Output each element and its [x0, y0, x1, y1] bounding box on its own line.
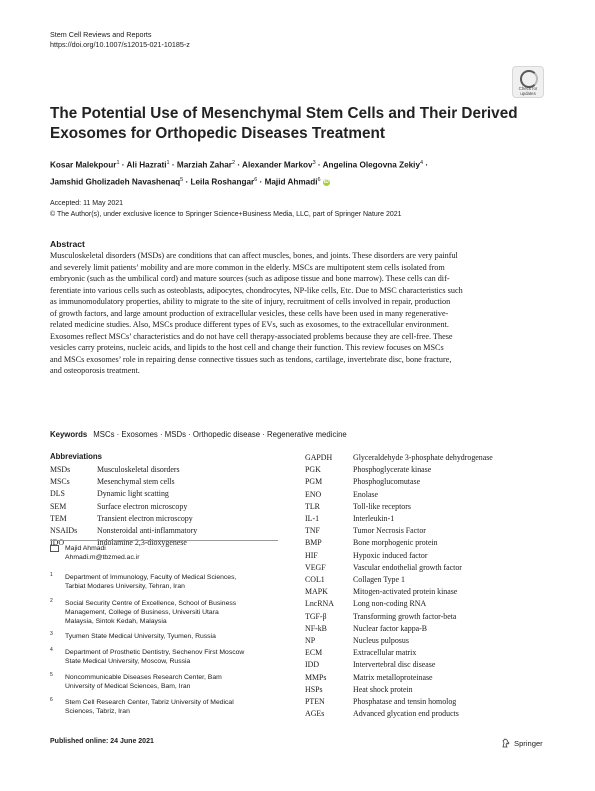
affiliation-text	[65, 698, 285, 716]
abbreviation-definition: Nuclear factor kappa-B	[353, 623, 428, 633]
doi-link[interactable]: https://doi.org/10.1007/s12015-021-10185-z	[50, 40, 190, 49]
keywords	[50, 430, 347, 439]
author-name[interactable]: Majid Ahmadi	[264, 177, 318, 187]
affiliation-line: Social Security Centre of Excellence, School of Business	[65, 600, 237, 607]
abbreviation-term: MMPs	[305, 672, 327, 682]
abbreviation-term: PGM	[305, 477, 323, 487]
abbreviation-definition: Bone morphogenic protein	[353, 538, 438, 548]
affiliation-marker: 5	[180, 176, 184, 183]
separator: ·	[425, 160, 429, 170]
abbreviation-definition: Transforming growth factor-beta	[353, 611, 457, 621]
abbreviation-definition: Indolamine 2,3-dioxygenese	[97, 538, 187, 548]
affiliation-marker: 3	[312, 160, 316, 166]
abbreviation-term: TEM	[50, 513, 67, 523]
abbreviation-definition: Enolase	[353, 489, 378, 499]
abbreviation-row	[305, 452, 493, 464]
abstract-line: as immunomodulatory properties, ability to migrate to the site of injury, recruitment of cells involved in repair, production	[50, 297, 451, 306]
abbreviation-row	[305, 501, 493, 513]
abbreviation-row	[50, 488, 197, 500]
abbreviation-definition: Phosphatase and tensin homolog	[353, 697, 457, 707]
abbreviation-term: TGF-β	[305, 611, 327, 621]
abbreviation-term: SEM	[50, 501, 67, 511]
affiliation-marker: 2	[231, 160, 236, 166]
abstract-line: ferentiate into various cells such as osteoblasts, adipocytes, chondrocytes, NP-like cells, Etc. Due to MSC characteristics such	[50, 285, 463, 295]
affiliation-line: Stem Cell Research Center, Tabriz University of Medical	[65, 699, 234, 706]
abstract-line: and osteoporosis treatment.	[50, 366, 140, 375]
abstract-line: Musculoskeletal disorders (MSDs) are conditions that can affect muscles, bones, and joints. These disorders are very painful	[50, 251, 458, 260]
affiliation-number: 1	[50, 572, 53, 578]
abbreviation-row	[305, 464, 493, 476]
affiliation-line: Sciences, Tabriz, Iran	[65, 708, 130, 715]
abstract-heading: Abstract	[50, 239, 85, 249]
abbreviation-row	[50, 501, 197, 513]
abstract-line: related medicine studies. Also, MSCs produce different types of EVs, such as exosomes, to the extracellular environment.	[50, 320, 449, 329]
separator: ·	[317, 160, 321, 170]
corresponding-name: Majid Ahmadi	[65, 545, 106, 552]
springer-horse-icon	[501, 738, 511, 748]
abbreviation-definition: Extracellular matrix	[353, 648, 417, 658]
abbreviation-term: LncRNA	[305, 599, 334, 609]
abbreviation-definition: Mitogen-activated protein kinase	[353, 587, 458, 597]
abbreviation-definition: Musculoskeletal disorders	[97, 465, 180, 474]
abbreviation-term: IL-1	[305, 514, 320, 524]
abbreviations-heading: Abbreviations	[50, 452, 102, 461]
affiliation-line: Noncommunicable Diseases Research Center, Bam	[65, 674, 222, 681]
abbreviation-row	[305, 537, 493, 549]
abbreviation-definition: Hypoxic induced factor	[353, 550, 428, 560]
keywords-list: MSCs · Exosomes · MSDs · Orthopedic disease · Regenerative medicine	[93, 430, 347, 439]
abbreviation-definition: Tumor Necrosis Factor	[353, 526, 426, 536]
author-name[interactable]: Alexander Markov	[242, 160, 313, 170]
envelope-icon	[50, 545, 59, 552]
affiliation-line: Management, College of Business, Universiti Utara	[65, 609, 219, 616]
abbreviation-definition: Surface electron microscopy	[97, 501, 188, 511]
corresponding-author	[50, 544, 140, 561]
affiliation-marker: 6	[254, 176, 258, 183]
affiliation-text	[65, 673, 285, 691]
abbreviation-term: VEGF	[305, 562, 326, 572]
journal-name: Stem Cell Reviews and Reports	[50, 30, 152, 39]
abbreviation-row	[305, 598, 493, 610]
abbreviation-row	[305, 623, 493, 635]
abbreviation-row	[50, 476, 197, 488]
author-name[interactable]: Leila Roshangar	[190, 177, 255, 187]
abstract-line: Exosomes reflect MSCs’ characteristics and do not have cell therapy-associated problems because they are cell-free. These	[50, 331, 453, 341]
abbreviation-definition: Toll-like receptors	[353, 501, 411, 511]
abbreviation-term: NF-kB	[305, 623, 327, 633]
abstract-line: embryonic (such as the umbilical cord) and mature sources (such as adipose tissue and bone marrow). These cells can dif-	[50, 274, 450, 283]
abbreviation-term: HIF	[305, 550, 318, 560]
author-line-2	[50, 173, 540, 190]
check-for-updates-badge[interactable]	[512, 66, 544, 98]
abbreviation-row	[305, 513, 493, 525]
abbreviation-definition: Dynamic light scatting	[97, 489, 169, 499]
affiliation-text	[65, 632, 285, 641]
abbreviation-definition: Nucleus pulposus	[353, 636, 409, 646]
abbreviation-term: ECM	[305, 648, 323, 658]
abbreviation-term: GAPDH	[305, 453, 333, 462]
abbreviation-row	[305, 635, 493, 647]
abbreviation-definition: Interleukin-1	[353, 514, 395, 524]
check-for-updates-label: Check for updates	[518, 86, 538, 96]
abbreviation-term: TNF	[305, 526, 320, 536]
article-dates	[50, 198, 402, 220]
affiliation-number: 3	[50, 631, 53, 637]
abbreviation-term: HSPs	[305, 684, 323, 694]
orcid-icon[interactable]: iD	[323, 179, 329, 186]
abbreviation-row	[305, 562, 493, 574]
abbreviation-row	[305, 574, 493, 586]
affiliation-line: State Medical University, Moscow, Russia	[65, 658, 191, 665]
abbreviation-row	[305, 586, 493, 598]
separator: ·	[237, 160, 241, 170]
affiliation-line: Tarbiat Modares University, Tehran, Iran	[65, 583, 185, 590]
paper-title: The Potential Use of Mesenchymal Stem Cells and Their Derived Exosomes for Orthopedic Diseases Treatment	[50, 105, 518, 142]
abbreviation-definition: Vascular endothelial growth factor	[353, 562, 462, 572]
abstract-text	[50, 250, 544, 377]
abbreviation-row	[305, 611, 493, 623]
copyright-notice: © The Author(s), under exclusive licence to Springer Science+Business Media, LLC, part of Springer Nature 2021	[50, 211, 402, 218]
author-list	[50, 156, 540, 189]
abbreviation-term: AGEs	[305, 709, 325, 719]
abbreviation-definition: Mesenchymal stem cells	[97, 477, 175, 487]
journal-header	[50, 30, 190, 50]
affiliation-marker: 6	[317, 176, 321, 183]
abbreviation-definition: Matrix metalloproteinase	[353, 672, 433, 682]
affiliation-divider	[50, 540, 278, 541]
abbreviation-definition: Transient electron microscopy	[97, 513, 193, 523]
abbreviation-row	[305, 672, 493, 684]
abstract-line: and severely limit patients’ mobility and are more common in the elderly. MSCs are multipotent stem cells isolated from	[50, 262, 445, 272]
abbreviation-row	[305, 647, 493, 659]
abbreviation-definition: Intervertebral disc disease	[353, 660, 436, 670]
abbreviation-term: IDD	[305, 660, 320, 670]
abbreviation-term: NP	[305, 636, 316, 646]
affiliation-line: Tyumen State Medical University, Tyumen, Russia	[65, 633, 216, 640]
separator: ·	[121, 160, 125, 170]
abbreviation-term: PGK	[305, 465, 321, 475]
published-online: Published online: 24 June 2021	[50, 738, 154, 745]
affiliation-line: Department of Immunology, Faculty of Medical Sciences,	[65, 574, 237, 581]
corresponding-email[interactable]: Ahmadi.m@tbzmed.ac.ir	[65, 554, 140, 561]
affiliation-marker: 4	[420, 160, 424, 166]
affiliation-line: Malaysia, Sintok Kedah, Malaysia	[65, 618, 167, 625]
abbreviation-term: BMP	[305, 538, 322, 548]
abbreviation-row	[305, 489, 493, 501]
keywords-label: Keywords	[50, 430, 88, 439]
affiliation-number: 2	[50, 598, 53, 604]
abbreviation-term: MSDs	[50, 465, 71, 474]
accepted-date: Accepted: 11 May 2021	[50, 200, 124, 207]
abbreviation-term: COL1	[305, 575, 325, 585]
abbreviation-row	[305, 696, 493, 708]
author-name[interactable]: Kosar Malekpour	[50, 160, 117, 170]
abbreviation-row	[50, 464, 197, 476]
abbreviation-definition: Phosphoglucomutase	[353, 477, 421, 487]
author-name[interactable]: Angelina Olegovna Zekiy	[322, 160, 421, 170]
affiliation-marker: 1	[116, 160, 120, 166]
abbreviation-row	[305, 476, 493, 488]
springer-label: Springer	[514, 738, 543, 748]
affiliation-number: 6	[50, 697, 53, 703]
abstract-line: and MSCs exosomes’ role in repairing dense connective tissues such as tendons, cartilage, invertebrate disc, bone fracture,	[50, 354, 452, 364]
abbreviation-term: MAPK	[305, 587, 328, 597]
abbreviation-definition: Phosphoglycerate kinase	[353, 465, 432, 475]
affiliation-line: Department of Prosthetic Dentistry, Sechenov First Moscow	[65, 649, 245, 656]
affiliation-text	[65, 573, 285, 591]
abbreviation-definition: Advanced glycation end products	[353, 709, 459, 719]
abbreviation-row	[305, 659, 493, 671]
affiliation-marker: 1	[166, 160, 170, 166]
abbreviation-term: MSCs	[50, 477, 70, 487]
abbreviation-term: TLR	[305, 501, 320, 511]
author-name[interactable]: Ali Hazrati	[126, 160, 167, 170]
springer-logo[interactable]	[501, 738, 543, 748]
abbreviation-row	[305, 708, 493, 720]
abbreviation-term: IDO	[50, 538, 65, 548]
abbreviation-definition: Glyceraldehyde 3-phosphate dehydrogenase	[353, 453, 493, 462]
author-name[interactable]: Jamshid Gholizadeh Navashenaq	[50, 177, 181, 187]
abbreviation-row	[50, 513, 197, 525]
affiliation-number: 4	[50, 647, 53, 653]
separator: ·	[185, 177, 189, 187]
abbreviation-definition: Heat shock protein	[353, 684, 413, 694]
affiliation-text	[65, 599, 285, 626]
affiliation-number: 5	[50, 672, 53, 678]
abstract-line: vesicles carry proteins, nucleic acids, and lipids to the host cell and change their function. This review focuses on MSCs	[50, 343, 444, 352]
abbreviation-term: DLS	[50, 489, 65, 499]
abbreviation-row	[305, 525, 493, 537]
abstract-line: of growth factors, and large amount production of extracellular vesicles, these cells have been used in many regenerative-	[50, 308, 449, 318]
abbreviations-left-column	[50, 464, 197, 549]
affiliation-line: University of Medical Sciences, Bam, Iran	[65, 683, 191, 690]
abbreviation-definition: Collagen Type 1	[353, 575, 405, 585]
abbreviation-row	[305, 550, 493, 562]
affiliation-text	[65, 648, 285, 666]
abbreviation-definition: Nonsteroidal anti-inflammatory	[97, 526, 198, 536]
separator: ·	[171, 160, 175, 170]
author-line-1	[50, 156, 540, 173]
author-name[interactable]: Marziah Zahar	[176, 160, 232, 170]
abbreviation-definition: Long non-coding RNA	[353, 599, 427, 609]
abbreviation-row	[305, 684, 493, 696]
abbreviation-row	[50, 525, 197, 537]
abbreviation-term: NSAIDs	[50, 526, 78, 536]
abbreviation-term: PTEN	[305, 697, 325, 707]
separator: ·	[259, 177, 263, 187]
abbreviations-right-column	[305, 452, 493, 720]
abbreviation-term: ENO	[305, 489, 322, 499]
